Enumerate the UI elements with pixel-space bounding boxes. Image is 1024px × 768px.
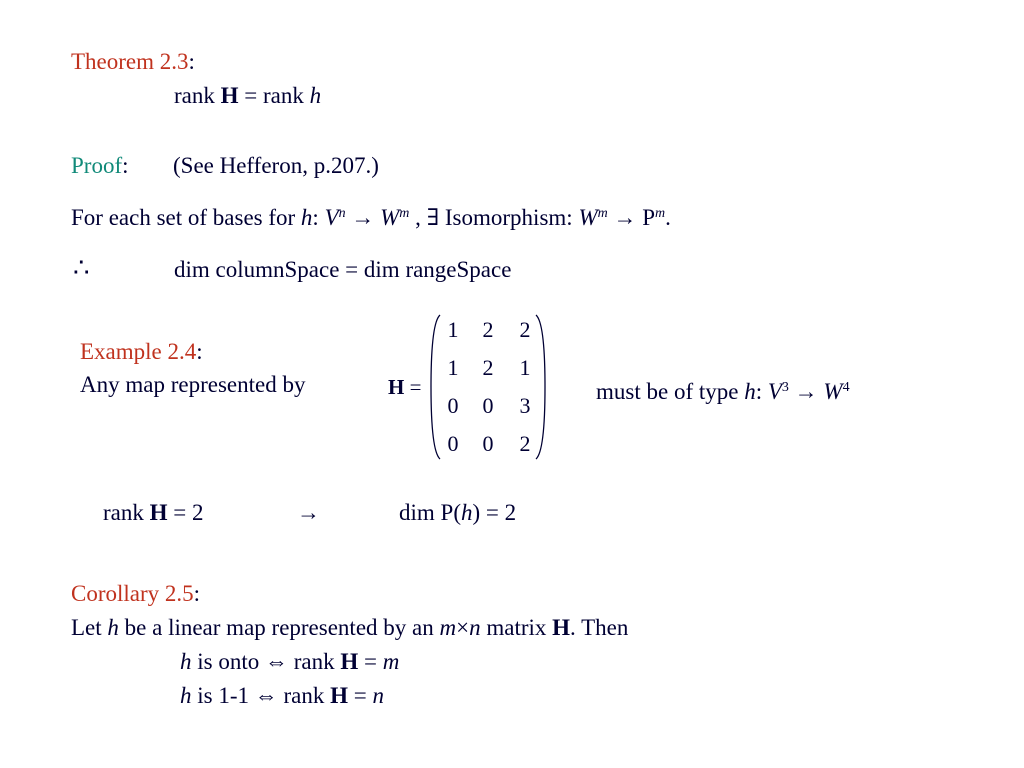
text: = bbox=[348, 683, 373, 708]
exponent: 3 bbox=[781, 380, 789, 395]
map-symbol: h bbox=[180, 649, 192, 674]
theorem-text: = rank bbox=[238, 83, 310, 108]
text: be a linear map represented by an bbox=[118, 615, 440, 640]
map-symbol: h bbox=[107, 615, 119, 640]
arrow: → bbox=[788, 379, 824, 404]
implies-arrow: → bbox=[297, 500, 320, 525]
text: Let bbox=[71, 615, 108, 640]
matrix-cell: 2 bbox=[482, 355, 494, 380]
text: rank bbox=[103, 500, 150, 525]
arrow: → bbox=[345, 205, 381, 230]
matrix-symbol: H bbox=[552, 615, 571, 640]
example-text: Any map represented by bbox=[80, 372, 306, 397]
proof-colon: : bbox=[122, 153, 129, 178]
variable: n bbox=[469, 615, 481, 640]
text: . bbox=[665, 205, 671, 230]
corollary-line-1 bbox=[71, 613, 628, 643]
therefore-symbol: ∴ bbox=[73, 253, 90, 282]
matrix-symbol: H bbox=[149, 500, 168, 525]
matrix-cell: 0 bbox=[482, 431, 494, 456]
bases-line bbox=[71, 203, 671, 233]
text: , ∃ Isomorphism: bbox=[409, 205, 579, 230]
proof-heading bbox=[71, 151, 129, 181]
space-symbol: W bbox=[380, 205, 400, 230]
equals-sign: = bbox=[404, 375, 422, 399]
proof-reference: (See Hefferon, p.207.) bbox=[173, 153, 379, 178]
variable: m bbox=[382, 649, 400, 674]
text: → P bbox=[607, 205, 656, 230]
matrix-cell: 3 bbox=[519, 393, 531, 418]
matrix-symbol: H bbox=[340, 649, 359, 674]
map-symbol: h bbox=[180, 683, 192, 708]
text: For each set of bases for bbox=[71, 205, 301, 230]
times-sign: × bbox=[456, 615, 470, 640]
matrix-cell: 2 bbox=[482, 317, 494, 342]
matrix-symbol: H bbox=[388, 375, 405, 399]
text: dim P( bbox=[399, 500, 461, 525]
matrix-cell: 0 bbox=[482, 393, 494, 418]
map-symbol: h bbox=[460, 500, 473, 525]
example-heading bbox=[80, 337, 203, 367]
text: : bbox=[755, 379, 768, 404]
theorem-text: rank bbox=[174, 83, 221, 108]
exponent: m bbox=[399, 206, 410, 221]
matrix-cell: 2 bbox=[519, 431, 531, 456]
text: must be of type bbox=[596, 379, 745, 404]
corollary-line-2 bbox=[180, 647, 399, 677]
exponent: m bbox=[655, 206, 666, 221]
corollary-colon: : bbox=[193, 581, 201, 606]
example-colon: : bbox=[196, 339, 203, 364]
matrix-cell: 2 bbox=[519, 317, 531, 342]
therefore-statement: dim columnSpace = dim rangeSpace bbox=[174, 257, 512, 282]
corollary-label: Corollary 2.5 bbox=[71, 581, 194, 606]
space-symbol: W bbox=[578, 205, 598, 230]
matrix-symbol: H bbox=[330, 683, 349, 708]
exponent: 4 bbox=[842, 380, 850, 395]
matrix-label bbox=[388, 372, 421, 402]
exponent: n bbox=[338, 206, 346, 221]
map-type-statement bbox=[596, 377, 850, 407]
theorem-colon: : bbox=[188, 49, 195, 74]
matrix-cell: 0 bbox=[447, 393, 459, 418]
matrix-H bbox=[430, 313, 546, 463]
corollary-heading bbox=[71, 579, 200, 609]
text: = bbox=[358, 649, 383, 674]
space-symbol: V bbox=[324, 205, 339, 230]
text: ) = 2 bbox=[472, 500, 517, 525]
theorem-heading bbox=[71, 47, 195, 77]
text: matrix bbox=[480, 615, 553, 640]
text: is onto ⇔ rank bbox=[191, 649, 341, 674]
theorem-label: Theorem 2.3 bbox=[71, 49, 189, 74]
text: = 2 bbox=[167, 500, 204, 525]
space-symbol: V bbox=[767, 379, 782, 404]
variable: n bbox=[372, 683, 384, 708]
map-symbol: h bbox=[309, 83, 322, 108]
matrix-cell: 1 bbox=[447, 355, 459, 380]
text: . Then bbox=[570, 615, 629, 640]
matrix-cell: 1 bbox=[447, 317, 459, 342]
dim-statement bbox=[399, 498, 516, 528]
matrix-cell: 1 bbox=[519, 355, 531, 380]
exponent: m bbox=[597, 206, 608, 221]
map-symbol: h bbox=[300, 205, 313, 230]
space-symbol: W bbox=[823, 379, 843, 404]
corollary-line-3 bbox=[180, 681, 384, 711]
example-label: Example 2.4 bbox=[80, 339, 197, 364]
matrix-symbol: H bbox=[220, 83, 239, 108]
map-symbol: h bbox=[744, 379, 756, 404]
text: is 1-1 ⇔ rank bbox=[191, 683, 331, 708]
matrix-cell: 0 bbox=[447, 431, 459, 456]
proof-label: Proof bbox=[71, 153, 123, 178]
variable: m bbox=[439, 615, 457, 640]
theorem-statement bbox=[174, 81, 321, 111]
rank-statement bbox=[103, 498, 204, 528]
text: : bbox=[312, 205, 325, 230]
